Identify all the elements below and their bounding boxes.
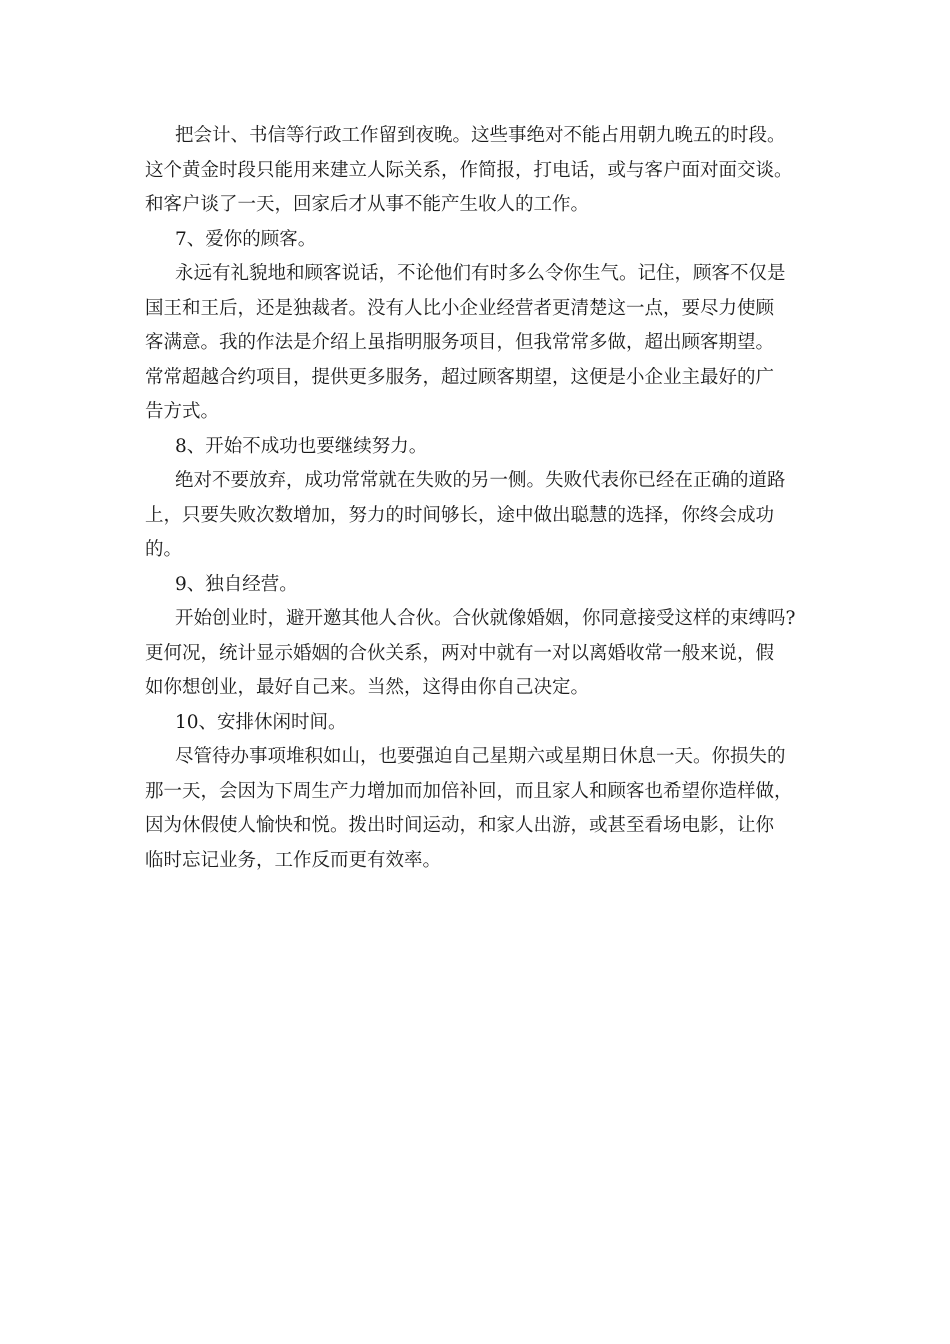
section-heading: 8、开始不成功也要继续努力。 bbox=[175, 435, 428, 457]
body-line: 和客户谈了一天，回家后才从事不能产生收人的工作。 bbox=[145, 194, 590, 215]
section-heading: 7、爱你的顾客。 bbox=[175, 228, 317, 250]
body-line: 如你想创业，最好自己来。当然，这得由你自己决定。 bbox=[145, 677, 590, 698]
body-line: 告方式。 bbox=[145, 401, 220, 422]
body-line: 把会计、书信等行政工作留到夜晚。这些事绝对不能占用朝九晚五的时段。 bbox=[175, 125, 786, 146]
body-line: 永远有礼貌地和顾客说话，不论他们有时多么令你生气。记住，顾客不仅是 bbox=[175, 263, 786, 284]
body-line: 尽管待办事项堆积如山，也要强迫自己星期六或星期日休息一天。你损失的 bbox=[175, 746, 786, 767]
document-body bbox=[145, 119, 825, 878]
body-line: 这个黄金时段只能用来建立人际关系，作简报，打电话，或与客户面对面交谈。 bbox=[145, 159, 793, 181]
body-line: 那一天，会因为下周生产力增加而加倍补回，而且家人和顾客也希望你造样做， bbox=[145, 780, 793, 802]
section-heading: 9、独自经营。 bbox=[175, 573, 298, 595]
body-line: 上，只要失败次数增加，努力的时间够长，途中做出聪慧的选择，你终会成功 bbox=[145, 504, 775, 526]
body-line: 开始创业时，避开邀其他人合伙。合伙就像婚姻，你同意接受这样的束缚吗? bbox=[175, 608, 796, 629]
body-line: 客满意。我的作法是介绍上虽指明服务项目，但我常常多做，超出顾客期望。 bbox=[145, 332, 775, 353]
body-line: 临时忘记业务，工作反而更有效率。 bbox=[145, 849, 442, 871]
section-heading: 10、安排休闲时间。 bbox=[175, 711, 347, 733]
body-line: 常常超越合约项目，提供更多服务，超过顾客期望，这便是小企业主最好的广 bbox=[145, 366, 775, 388]
body-line: 国王和王后，还是独裁者。没有人比小企业经营者更清楚这一点，要尽力使顾 bbox=[145, 297, 775, 319]
body-line: 绝对不要放弃，成功常常就在失败的另一侧。失败代表你已经在正确的道路 bbox=[175, 470, 786, 491]
body-line: 因为休假使人愉快和悦。拨出时间运动，和家人出游，或甚至看场电影，让你 bbox=[145, 815, 775, 836]
body-line: 更何况，统计显示婚姻的合伙关系，两对中就有一对以离婚收常一般来说，假 bbox=[145, 642, 775, 664]
body-line: 的。 bbox=[145, 539, 183, 560]
